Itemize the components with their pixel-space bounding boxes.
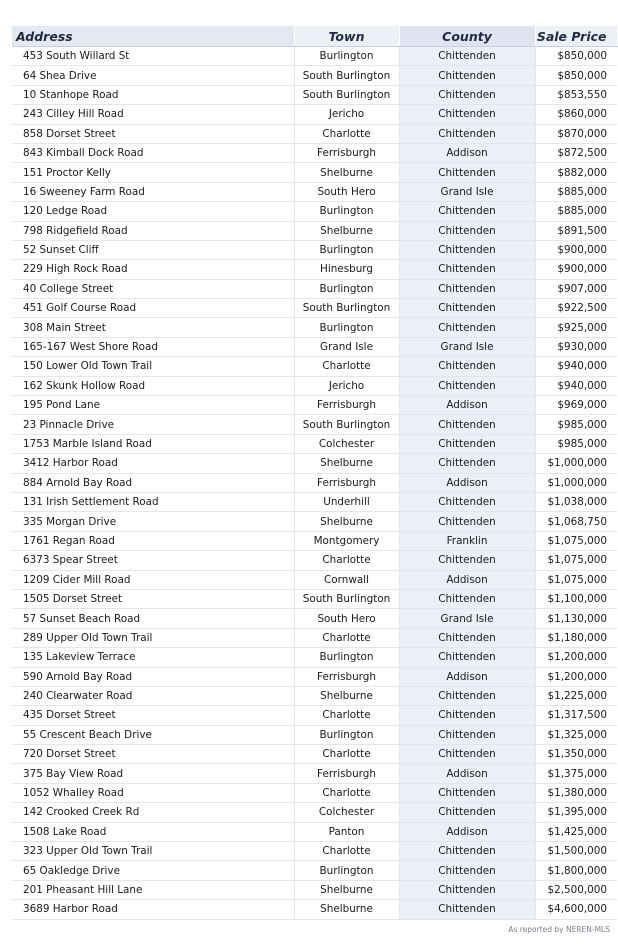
cell-sale-price: $2,500,000 <box>535 880 617 899</box>
cell-address: 884 Arnold Bay Road <box>12 473 294 492</box>
cell-county: Chittenden <box>399 85 535 104</box>
cell-sale-price: $900,000 <box>535 260 617 279</box>
cell-sale-price: $1,500,000 <box>535 842 617 861</box>
cell-town: Underhill <box>294 492 399 511</box>
cell-county: Chittenden <box>399 415 535 434</box>
cell-county: Grand Isle <box>399 182 535 201</box>
cell-address: 3689 Harbor Road <box>12 900 294 919</box>
cell-sale-price: $930,000 <box>535 337 617 356</box>
cell-county: Chittenden <box>399 318 535 337</box>
cell-sale-price: $1,130,000 <box>535 609 617 628</box>
column-header-town: Town <box>294 26 399 47</box>
cell-county: Addison <box>399 143 535 162</box>
cell-sale-price: $853,550 <box>535 85 617 104</box>
cell-sale-price: $870,000 <box>535 124 617 143</box>
cell-address: 451 Golf Course Road <box>12 299 294 318</box>
table-row <box>12 454 617 473</box>
cell-address: 23 Pinnacle Drive <box>12 415 294 434</box>
cell-address: 131 Irish Settlement Road <box>12 492 294 511</box>
cell-county: Chittenden <box>399 803 535 822</box>
cell-county: Addison <box>399 570 535 589</box>
table-row <box>12 85 617 104</box>
cell-sale-price: $1,038,000 <box>535 492 617 511</box>
table-row <box>12 415 617 434</box>
cell-town: Ferrisburgh <box>294 764 399 783</box>
cell-town: Ferrisburgh <box>294 667 399 686</box>
table-body <box>12 47 617 920</box>
cell-county: Chittenden <box>399 279 535 298</box>
cell-county: Chittenden <box>399 706 535 725</box>
table-row <box>12 609 617 628</box>
cell-county: Grand Isle <box>399 609 535 628</box>
table-row <box>12 240 617 259</box>
cell-address: 120 Ledge Road <box>12 202 294 221</box>
cell-sale-price: $1,075,000 <box>535 531 617 550</box>
cell-town: Burlington <box>294 279 399 298</box>
cell-county: Chittenden <box>399 202 535 221</box>
cell-address: 289 Upper Old Town Trail <box>12 628 294 647</box>
cell-address: 151 Proctor Kelly <box>12 163 294 182</box>
cell-county: Chittenden <box>399 725 535 744</box>
table-row <box>12 842 617 861</box>
cell-sale-price: $885,000 <box>535 182 617 201</box>
column-header-address: Address <box>12 26 294 47</box>
table-row <box>12 66 617 85</box>
table-row <box>12 396 617 415</box>
cell-town: Grand Isle <box>294 337 399 356</box>
cell-sale-price: $860,000 <box>535 105 617 124</box>
table-row <box>12 803 617 822</box>
cell-sale-price: $1,068,750 <box>535 512 617 531</box>
cell-address: 16 Sweeney Farm Road <box>12 182 294 201</box>
cell-address: 195 Pond Lane <box>12 396 294 415</box>
cell-address: 40 College Street <box>12 279 294 298</box>
cell-sale-price: $1,180,000 <box>535 628 617 647</box>
cell-address: 1753 Marble Island Road <box>12 434 294 453</box>
source-note: As reported by NEREN-MLS <box>508 925 610 934</box>
table-row <box>12 706 617 725</box>
table-row <box>12 279 617 298</box>
cell-town: Charlotte <box>294 628 399 647</box>
table-row <box>12 105 617 124</box>
table-row <box>12 570 617 589</box>
cell-address: 453 South Willard St <box>12 47 294 66</box>
table-row <box>12 783 617 802</box>
cell-sale-price: $1,350,000 <box>535 745 617 764</box>
header-row <box>12 26 617 47</box>
sales-table <box>12 26 618 920</box>
cell-county: Chittenden <box>399 299 535 318</box>
cell-town: South Hero <box>294 609 399 628</box>
table-row <box>12 512 617 531</box>
cell-sale-price: $1,425,000 <box>535 822 617 841</box>
cell-county: Franklin <box>399 531 535 550</box>
cell-sale-price: $1,200,000 <box>535 667 617 686</box>
cell-town: Ferrisburgh <box>294 473 399 492</box>
cell-address: 335 Morgan Drive <box>12 512 294 531</box>
cell-town: Colchester <box>294 434 399 453</box>
table-row <box>12 47 617 66</box>
cell-county: Chittenden <box>399 124 535 143</box>
cell-address: 165-167 West Shore Road <box>12 337 294 356</box>
cell-sale-price: $1,000,000 <box>535 454 617 473</box>
cell-address: 308 Main Street <box>12 318 294 337</box>
cell-town: South Burlington <box>294 415 399 434</box>
cell-town: Burlington <box>294 861 399 880</box>
cell-address: 843 Kimball Dock Road <box>12 143 294 162</box>
cell-address: 135 Lakeview Terrace <box>12 648 294 667</box>
cell-county: Chittenden <box>399 745 535 764</box>
cell-town: Burlington <box>294 202 399 221</box>
cell-sale-price: $1,075,000 <box>535 551 617 570</box>
cell-address: 10 Stanhope Road <box>12 85 294 104</box>
cell-sale-price: $1,375,000 <box>535 764 617 783</box>
cell-county: Chittenden <box>399 512 535 531</box>
table-row <box>12 589 617 608</box>
cell-sale-price: $872,500 <box>535 143 617 162</box>
cell-sale-price: $1,380,000 <box>535 783 617 802</box>
cell-sale-price: $900,000 <box>535 240 617 259</box>
table-row <box>12 299 617 318</box>
cell-sale-price: $1,800,000 <box>535 861 617 880</box>
cell-sale-price: $1,317,500 <box>535 706 617 725</box>
cell-county: Chittenden <box>399 783 535 802</box>
cell-county: Chittenden <box>399 589 535 608</box>
cell-sale-price: $1,075,000 <box>535 570 617 589</box>
cell-sale-price: $940,000 <box>535 357 617 376</box>
cell-county: Chittenden <box>399 648 535 667</box>
cell-address: 323 Upper Old Town Trail <box>12 842 294 861</box>
cell-county: Chittenden <box>399 861 535 880</box>
cell-county: Chittenden <box>399 880 535 899</box>
cell-town: South Hero <box>294 182 399 201</box>
cell-town: Shelburne <box>294 880 399 899</box>
cell-county: Chittenden <box>399 240 535 259</box>
table-row <box>12 357 617 376</box>
table-row <box>12 318 617 337</box>
cell-sale-price: $1,395,000 <box>535 803 617 822</box>
table-row <box>12 686 617 705</box>
table-row <box>12 667 617 686</box>
cell-town: South Burlington <box>294 299 399 318</box>
cell-county: Addison <box>399 822 535 841</box>
table-row <box>12 648 617 667</box>
cell-town: Ferrisburgh <box>294 396 399 415</box>
cell-town: Shelburne <box>294 163 399 182</box>
cell-address: 57 Sunset Beach Road <box>12 609 294 628</box>
cell-town: Cornwall <box>294 570 399 589</box>
table-row <box>12 337 617 356</box>
cell-town: Charlotte <box>294 551 399 570</box>
cell-town: Charlotte <box>294 842 399 861</box>
cell-sale-price: $1,200,000 <box>535 648 617 667</box>
cell-town: Shelburne <box>294 900 399 919</box>
cell-address: 798 Ridgefield Road <box>12 221 294 240</box>
cell-town: Burlington <box>294 318 399 337</box>
cell-town: Burlington <box>294 240 399 259</box>
table-row <box>12 434 617 453</box>
cell-sale-price: $850,000 <box>535 47 617 66</box>
cell-sale-price: $969,000 <box>535 396 617 415</box>
cell-address: 1508 Lake Road <box>12 822 294 841</box>
cell-address: 229 High Rock Road <box>12 260 294 279</box>
cell-county: Chittenden <box>399 492 535 511</box>
cell-town: Ferrisburgh <box>294 143 399 162</box>
table-row <box>12 124 617 143</box>
cell-address: 435 Dorset Street <box>12 706 294 725</box>
cell-county: Addison <box>399 667 535 686</box>
cell-address: 243 Cilley Hill Road <box>12 105 294 124</box>
cell-county: Chittenden <box>399 221 535 240</box>
table-row <box>12 861 617 880</box>
cell-county: Chittenden <box>399 842 535 861</box>
cell-address: 1209 Cider Mill Road <box>12 570 294 589</box>
cell-county: Addison <box>399 473 535 492</box>
table-row <box>12 822 617 841</box>
cell-county: Chittenden <box>399 163 535 182</box>
cell-sale-price: $1,225,000 <box>535 686 617 705</box>
cell-address: 375 Bay View Road <box>12 764 294 783</box>
table-row <box>12 745 617 764</box>
table-row <box>12 725 617 744</box>
cell-address: 1761 Regan Road <box>12 531 294 550</box>
cell-sale-price: $882,000 <box>535 163 617 182</box>
cell-town: Jericho <box>294 376 399 395</box>
cell-county: Chittenden <box>399 434 535 453</box>
table-row <box>12 221 617 240</box>
cell-town: Burlington <box>294 47 399 66</box>
table-row <box>12 531 617 550</box>
cell-county: Grand Isle <box>399 337 535 356</box>
cell-town: South Burlington <box>294 85 399 104</box>
cell-county: Chittenden <box>399 376 535 395</box>
table-row <box>12 260 617 279</box>
cell-sale-price: $891,500 <box>535 221 617 240</box>
cell-address: 162 Skunk Hollow Road <box>12 376 294 395</box>
cell-sale-price: $4,600,000 <box>535 900 617 919</box>
column-header-sale-price: Sale Price <box>535 26 617 47</box>
cell-sale-price: $907,000 <box>535 279 617 298</box>
sales-table-container <box>12 26 617 920</box>
cell-town: South Burlington <box>294 589 399 608</box>
cell-address: 64 Shea Drive <box>12 66 294 85</box>
cell-county: Chittenden <box>399 105 535 124</box>
cell-address: 1052 Whalley Road <box>12 783 294 802</box>
cell-sale-price: $940,000 <box>535 376 617 395</box>
cell-sale-price: $1,000,000 <box>535 473 617 492</box>
cell-address: 3412 Harbor Road <box>12 454 294 473</box>
cell-sale-price: $922,500 <box>535 299 617 318</box>
column-header-county: County <box>399 26 535 47</box>
cell-town: Shelburne <box>294 221 399 240</box>
cell-town: Charlotte <box>294 706 399 725</box>
cell-town: Charlotte <box>294 357 399 376</box>
table-row <box>12 764 617 783</box>
cell-sale-price: $885,000 <box>535 202 617 221</box>
cell-address: 65 Oakledge Drive <box>12 861 294 880</box>
table-row <box>12 376 617 395</box>
cell-sale-price: $1,100,000 <box>535 589 617 608</box>
cell-sale-price: $850,000 <box>535 66 617 85</box>
cell-address: 720 Dorset Street <box>12 745 294 764</box>
cell-address: 240 Clearwater Road <box>12 686 294 705</box>
cell-address: 142 Crooked Creek Rd <box>12 803 294 822</box>
table-row <box>12 492 617 511</box>
table-row <box>12 551 617 570</box>
cell-county: Chittenden <box>399 47 535 66</box>
cell-county: Chittenden <box>399 260 535 279</box>
cell-town: Charlotte <box>294 745 399 764</box>
cell-county: Addison <box>399 764 535 783</box>
table-row <box>12 163 617 182</box>
cell-sale-price: $985,000 <box>535 415 617 434</box>
cell-address: 55 Crescent Beach Drive <box>12 725 294 744</box>
cell-county: Chittenden <box>399 686 535 705</box>
cell-town: Hinesburg <box>294 260 399 279</box>
table-row <box>12 900 617 919</box>
cell-town: Burlington <box>294 648 399 667</box>
cell-sale-price: $925,000 <box>535 318 617 337</box>
table-row <box>12 880 617 899</box>
cell-county: Chittenden <box>399 900 535 919</box>
cell-town: Panton <box>294 822 399 841</box>
cell-town: Burlington <box>294 725 399 744</box>
cell-town: Colchester <box>294 803 399 822</box>
table-row <box>12 202 617 221</box>
cell-address: 1505 Dorset Street <box>12 589 294 608</box>
cell-county: Chittenden <box>399 66 535 85</box>
cell-county: Chittenden <box>399 628 535 647</box>
cell-town: Charlotte <box>294 124 399 143</box>
cell-town: Jericho <box>294 105 399 124</box>
cell-town: Shelburne <box>294 512 399 531</box>
cell-address: 6373 Spear Street <box>12 551 294 570</box>
cell-county: Chittenden <box>399 454 535 473</box>
cell-town: Charlotte <box>294 783 399 802</box>
table-header <box>12 26 617 47</box>
table-row <box>12 473 617 492</box>
cell-town: Shelburne <box>294 454 399 473</box>
cell-county: Chittenden <box>399 357 535 376</box>
cell-town: South Burlington <box>294 66 399 85</box>
cell-address: 590 Arnold Bay Road <box>12 667 294 686</box>
cell-address: 150 Lower Old Town Trail <box>12 357 294 376</box>
table-row <box>12 628 617 647</box>
cell-town: Montgomery <box>294 531 399 550</box>
cell-county: Chittenden <box>399 551 535 570</box>
cell-address: 52 Sunset Cliff <box>12 240 294 259</box>
cell-town: Shelburne <box>294 686 399 705</box>
cell-address: 201 Pheasant Hill Lane <box>12 880 294 899</box>
table-row <box>12 182 617 201</box>
cell-sale-price: $985,000 <box>535 434 617 453</box>
table-row <box>12 143 617 162</box>
cell-sale-price: $1,325,000 <box>535 725 617 744</box>
cell-address: 858 Dorset Street <box>12 124 294 143</box>
cell-county: Addison <box>399 396 535 415</box>
